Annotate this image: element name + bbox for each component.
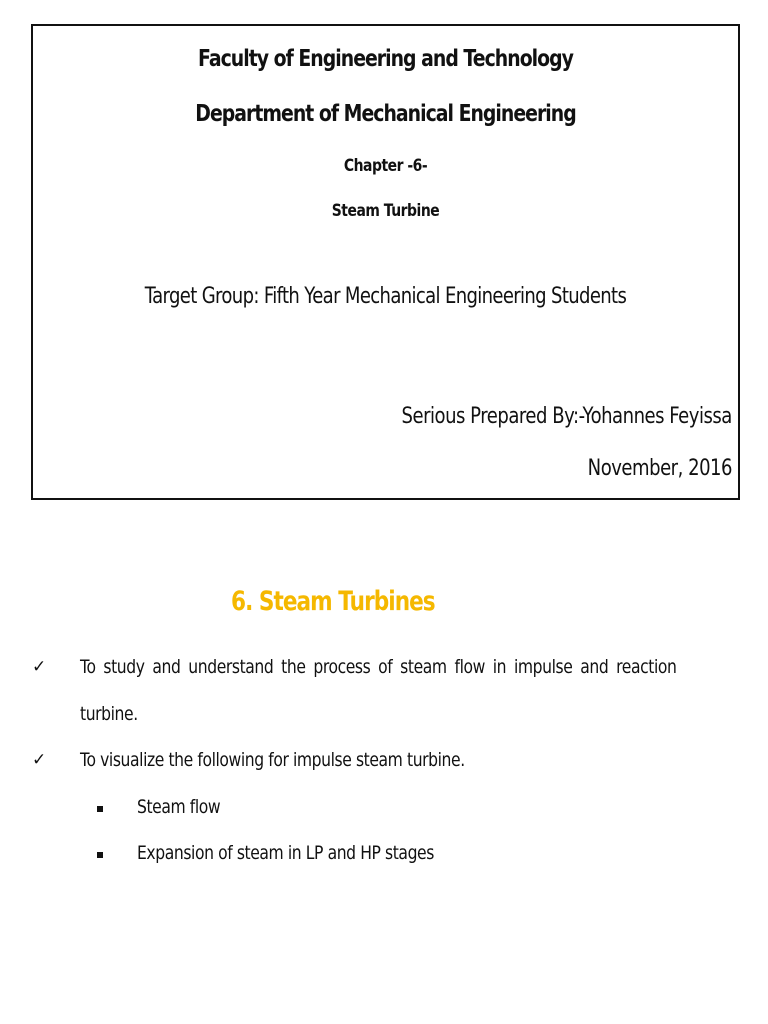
sub-item-expansion: Expansion of steam in LP and HP stages	[137, 842, 434, 864]
checkmark-icon: ✓	[32, 750, 47, 770]
section-heading: 6. Steam Turbines	[231, 586, 435, 617]
objective-2: To visualize the following for impulse steam turbine.	[80, 749, 465, 771]
faculty-title: Faculty of Engineering and Technology	[198, 46, 573, 72]
department-title: Department of Mechanical Engineering	[195, 101, 576, 127]
objective-1-line-2: turbine.	[80, 703, 138, 725]
square-bullet-icon	[97, 852, 103, 858]
checkmark-icon: ✓	[32, 657, 47, 677]
chapter-number: Chapter -6-	[343, 156, 428, 176]
target-group: Target Group: Fifth Year Mechanical Engineering Students	[144, 284, 627, 309]
sub-item-steam-flow: Steam flow	[137, 796, 221, 818]
objective-1-line-1: To study and understand the process of steam flow in impulse and reaction	[80, 656, 677, 678]
date: November, 2016	[587, 456, 732, 481]
chapter-subject: Steam Turbine	[331, 201, 440, 221]
square-bullet-icon	[97, 806, 103, 812]
prepared-by: Serious Prepared By:-Yohannes Feyissa	[401, 404, 732, 429]
title-page-box	[31, 24, 740, 500]
